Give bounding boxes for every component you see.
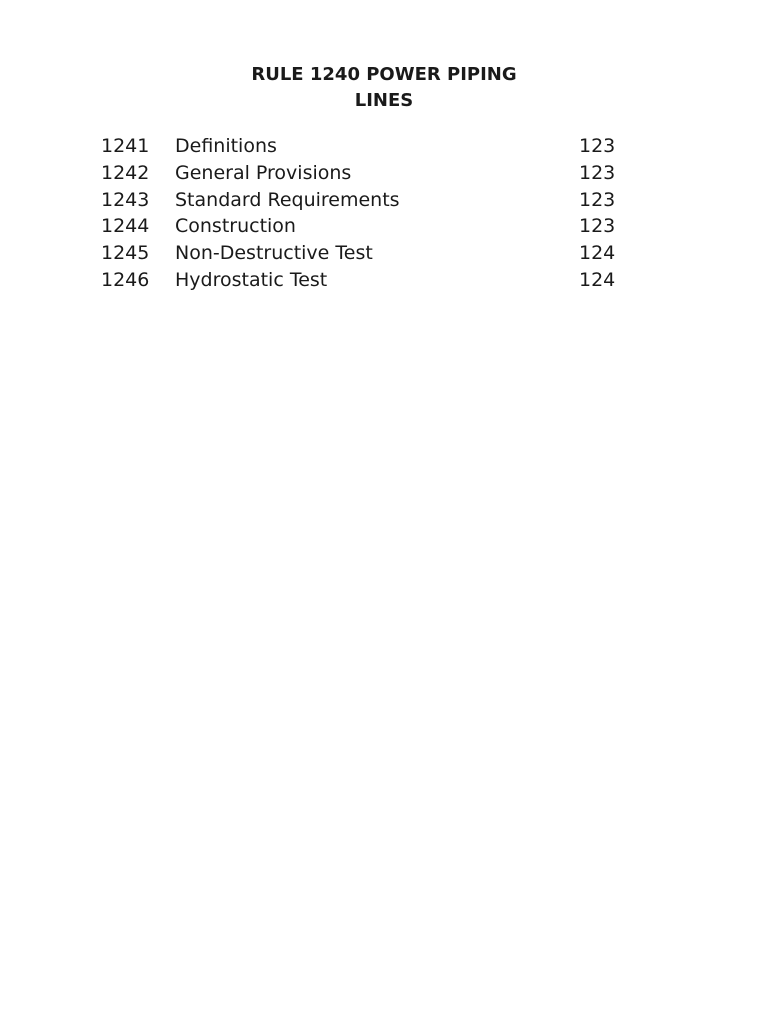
section-title: Non-Destructive Test: [175, 242, 373, 265]
section-title: Construction: [175, 215, 296, 238]
page-number: 124: [579, 268, 616, 291]
toc-row: [101, 213, 621, 240]
toc-row: [101, 187, 621, 214]
section-title: Standard Requirements: [175, 188, 400, 211]
section-number: 1241: [101, 135, 150, 157]
title-line-1: RULE 1240 POWER PIPING: [251, 64, 517, 85]
section-number: 1244: [101, 215, 150, 238]
page-number: 124: [579, 242, 616, 265]
title-line-2: LINES: [354, 90, 414, 111]
section-number: 1246: [101, 268, 150, 291]
page-number: 123: [579, 188, 616, 211]
page-number: 123: [579, 215, 616, 238]
section-number: 1245: [101, 242, 150, 265]
section-number: 1243: [101, 188, 150, 211]
page-number: 123: [579, 135, 616, 157]
section-title: General Provisions: [175, 161, 352, 184]
section-number: 1242: [101, 161, 150, 184]
section-title: Definitions: [175, 135, 277, 157]
toc-row: [101, 160, 621, 187]
toc-row: [101, 133, 621, 160]
toc-row: [101, 267, 621, 294]
table-of-contents: [101, 133, 621, 294]
page-title: [0, 62, 768, 114]
section-title: Hydrostatic Test: [175, 268, 328, 291]
page-number: 123: [579, 161, 616, 184]
toc-row: [101, 240, 621, 267]
